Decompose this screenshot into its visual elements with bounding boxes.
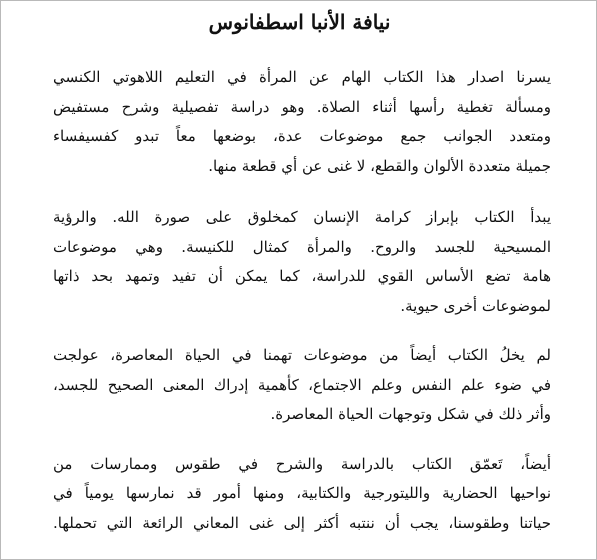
- paragraph: [53, 203, 551, 321]
- text-line: يبدأ الكتاب بإبراز كرامة الإنسان كمخلوق على صورة الله. والرؤية: [53, 208, 551, 226]
- paragraph: [53, 63, 551, 181]
- document-body: [53, 63, 551, 560]
- page-title: نيافة الأنبا اسطفانوس: [208, 10, 391, 34]
- text-line: لم يخلُ الكتاب أيضاً من موضوعات تهمنا في الحياة المعاصرة، عولجت: [53, 346, 551, 364]
- text-line: وأثر ذلك في شكل وتوجهات الحياة المعاصرة.: [270, 405, 551, 423]
- text-line: المسيحية للجسد والروح. والمرأة كمثال للكنيسة. وهي موضوعات: [53, 237, 551, 256]
- text-line: أيضاً، تَعمّق الكتاب بالدراسة والشرح في طقوس وممارسات من: [53, 454, 551, 473]
- text-line: يسرنا اصدار هذا الكتاب الهام عن المرأة في التعليم اللاهوتي الكنسي: [53, 68, 551, 86]
- text-line: ومسألة تغطية رأسها أثناء الصلاة. وهو دراسة تفصيلية وشرح مستفيض: [53, 97, 551, 116]
- text-line: حياتنا وطقوسنا، يجب أن ننتبه أكثر إلى غنى المعاني الرائعة التي تحملها.: [53, 513, 551, 532]
- text-line: هامة تضع الأساس القوي للدراسة، كما يمكن أن تفيد وتمهد بحد ذاتها: [53, 267, 551, 285]
- text-line: ومتعدد الجوانب جمع موضوعات عدة، بوضعها معاً تبدو كفسيفساء: [53, 127, 551, 145]
- text-line: في ضوء علم النفس وعلم الاجتماع، كأهمية إدراك المعنى الصحيح للجسد،: [53, 375, 551, 394]
- text-line: لموضوعات أخرى حيوية.: [400, 296, 551, 315]
- paragraph: [53, 450, 551, 539]
- paragraph: [53, 341, 551, 430]
- text-line: جميلة متعددة الألوان والقطع، لا غنى عن أي قطعة منها.: [208, 156, 551, 175]
- text-line: نواحيها الحضارية والليتورجية والكتابية، ومنها أمور قد نمارسها يومياً في: [53, 484, 551, 502]
